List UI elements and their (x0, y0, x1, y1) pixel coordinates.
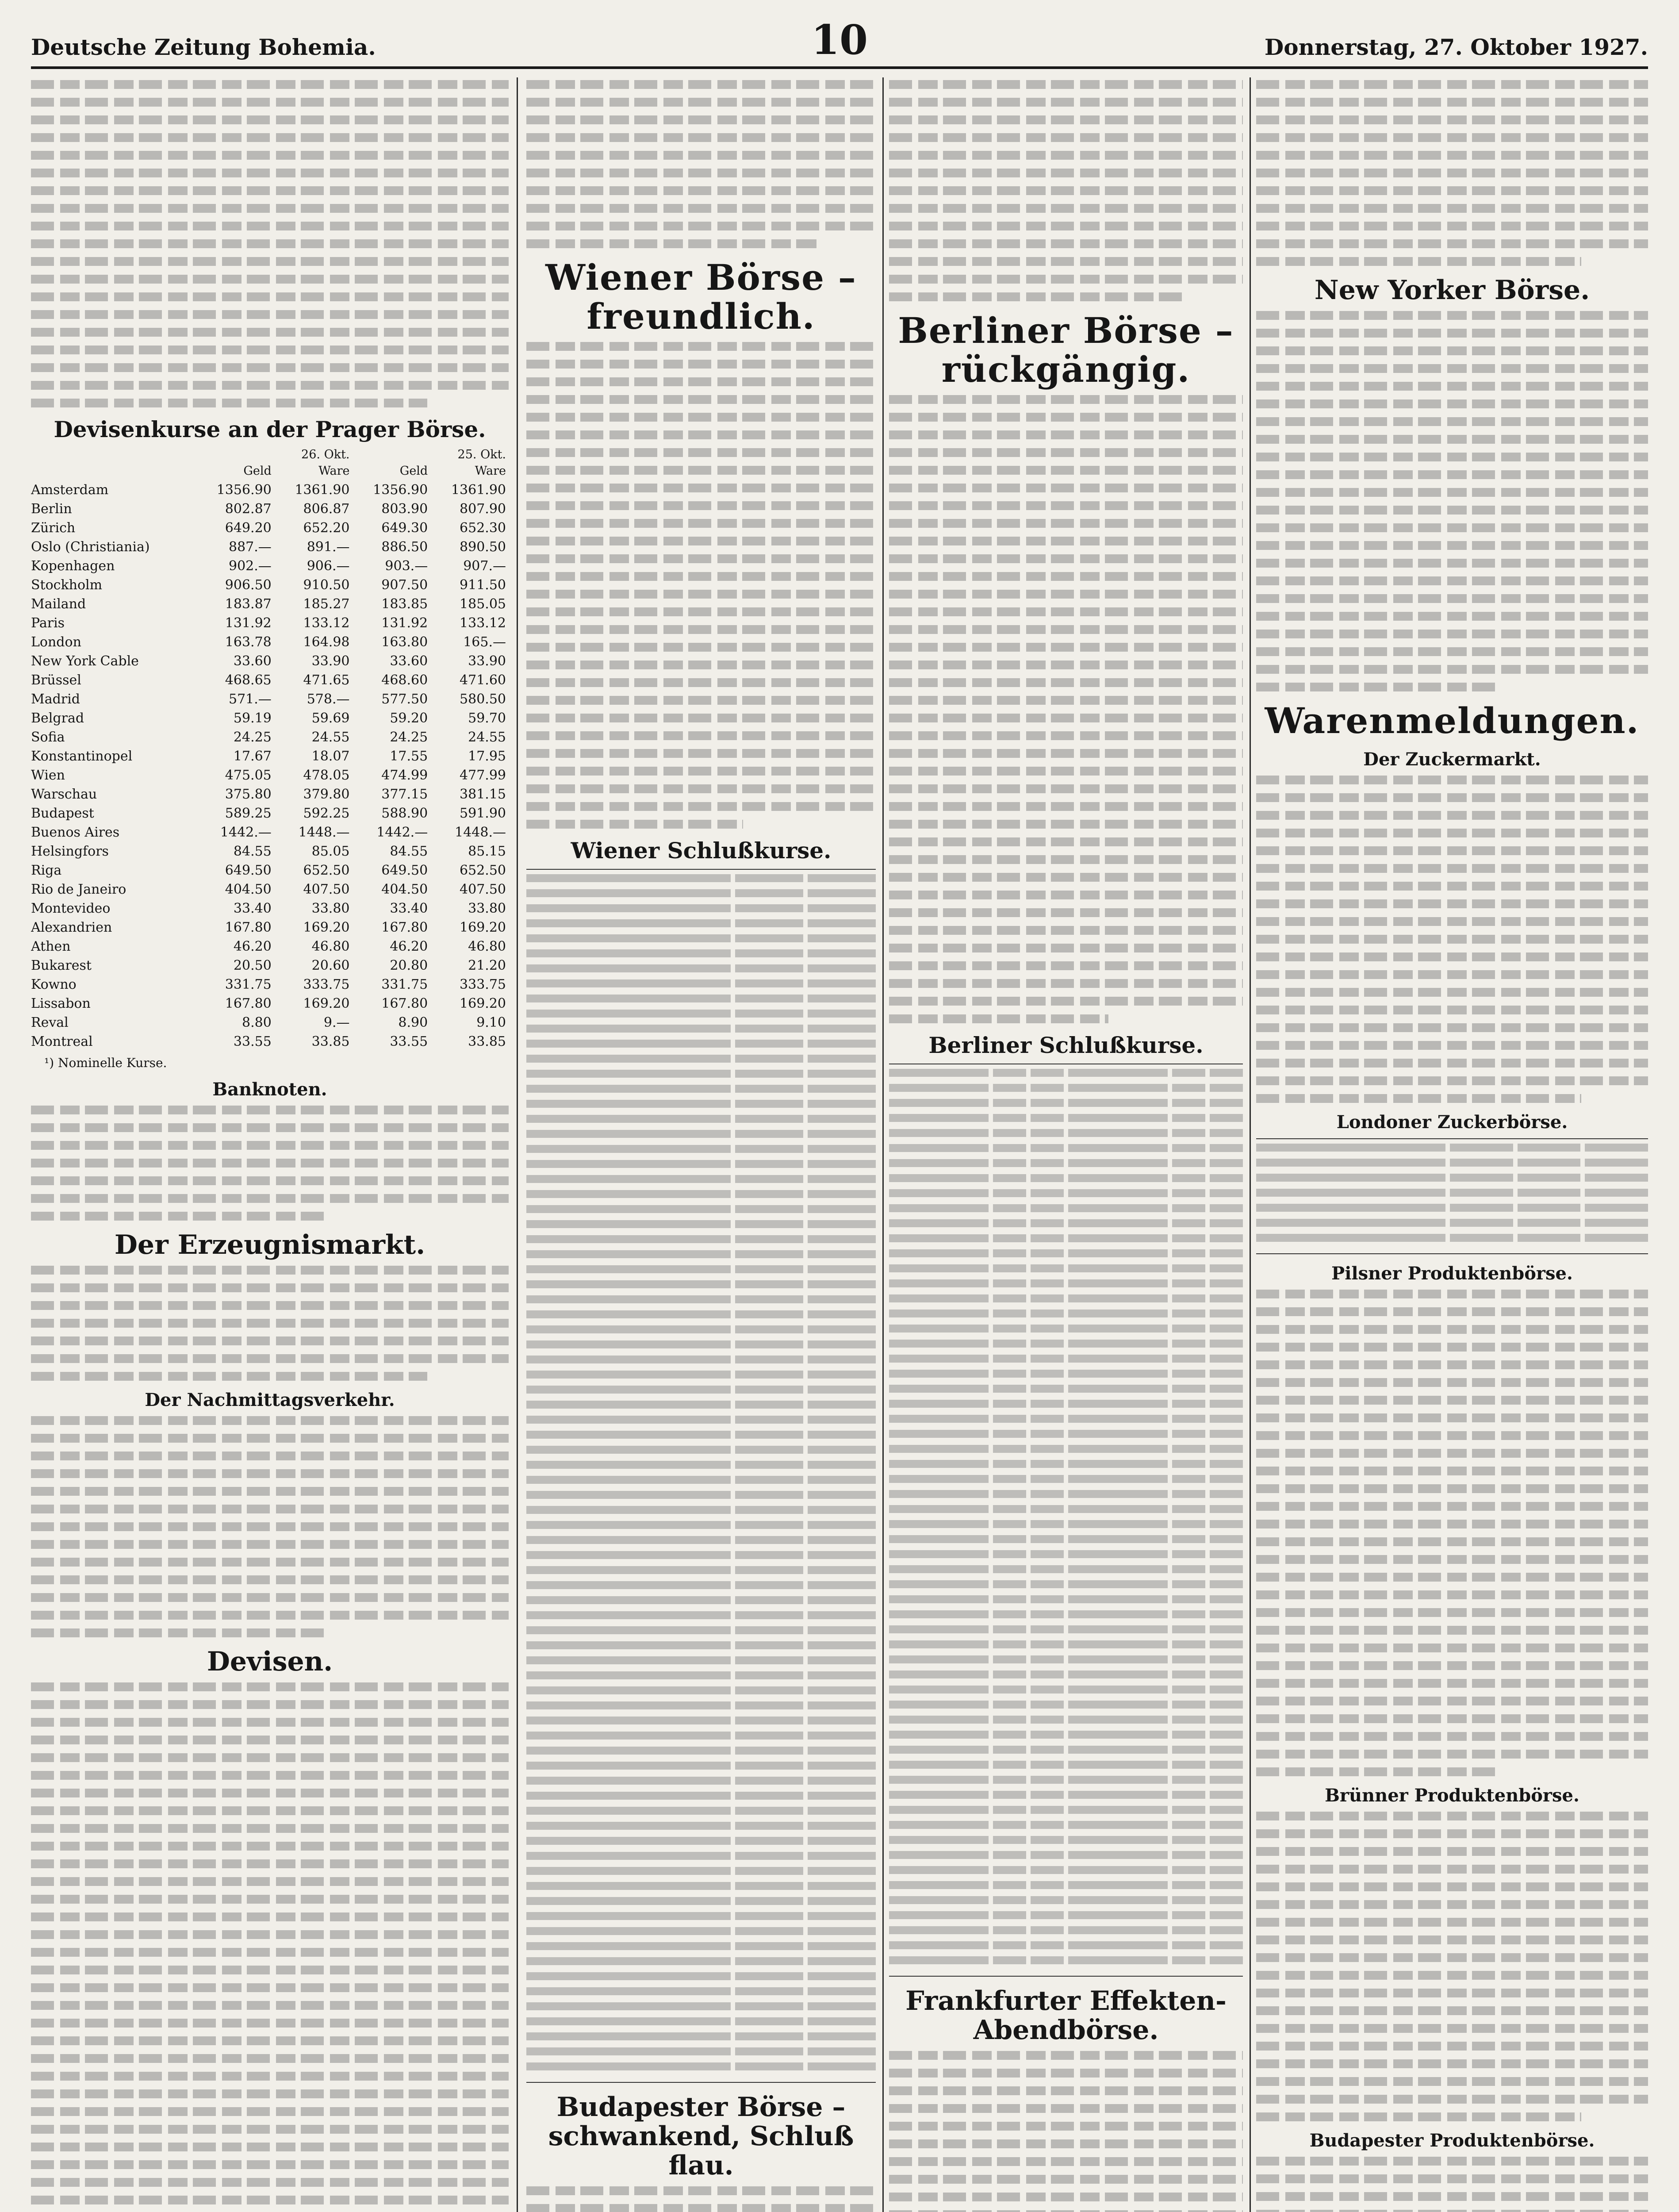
fx-rate: 24.25 (233, 730, 272, 745)
pilsner-produktenboerse-heading: Pilsner Produktenbörse. (1331, 1263, 1573, 1284)
fx-row (31, 652, 509, 671)
fx-currency: Paris (31, 615, 65, 631)
fx-rate: 185.05 (460, 596, 506, 612)
fx-rate: 902.— (228, 558, 272, 574)
wiener-schlusskurse-heading: Wiener Schlußkurse. (571, 837, 832, 864)
fx-rate: 33.80 (468, 901, 506, 916)
fx-rate: 33.60 (390, 653, 428, 669)
fx-rate: 471.60 (460, 672, 506, 688)
fx-currency: Oslo (Christiania) (31, 539, 150, 555)
fx-row (31, 785, 509, 804)
fx-row (31, 671, 509, 690)
fx-rate: 20.50 (233, 958, 272, 973)
column-rule (882, 77, 884, 2212)
new-yorker-boerse-heading: New Yorker Börse. (1314, 275, 1590, 306)
fx-rate: 407.50 (303, 882, 350, 897)
fx-rate: 331.75 (381, 977, 428, 992)
fx-rate: 9.10 (476, 1015, 506, 1030)
fx-header-ware: Ware (318, 464, 350, 478)
fx-rate: 46.20 (390, 939, 428, 954)
column2-intro (526, 80, 876, 248)
fx-rate: 18.07 (311, 749, 350, 764)
fx-rate: 890.50 (460, 539, 506, 555)
fx-rate: 1442.— (220, 825, 272, 840)
fx-rate: 85.05 (311, 844, 350, 859)
fx-rate: 24.55 (311, 730, 350, 745)
fx-rate: 887.— (228, 539, 272, 555)
fx-rate: 17.67 (233, 749, 272, 764)
new-yorker-boerse-body (1256, 311, 1648, 691)
devisen2-heading: Devisen. (207, 1646, 333, 1677)
fx-rate: 478.05 (303, 768, 350, 783)
fx-rate: 1356.90 (216, 482, 272, 498)
fx-rate: 381.15 (460, 787, 506, 802)
fx-rate: 649.20 (225, 520, 272, 536)
erzeugnismarkt-body (31, 1266, 509, 1381)
wiener-boerse-body (526, 342, 876, 829)
issue-date: Donnerstag, 27. Oktober 1927. (1264, 34, 1648, 60)
fx-currency: Mailand (31, 596, 86, 612)
devisen-heading: Devisenkurse an der Prager Börse. (54, 416, 486, 442)
pilsner-produktenboerse-body (1256, 1290, 1648, 1776)
fx-rate: 468.60 (381, 672, 428, 688)
fx-rate: 9.— (323, 1015, 350, 1030)
frankfurter-boerse-body (889, 2051, 1243, 2212)
fx-rate: 580.50 (460, 691, 506, 707)
fx-row (31, 614, 509, 633)
fx-currency: New York Cable (31, 653, 139, 669)
fx-row (31, 480, 509, 499)
fx-row (31, 861, 509, 880)
fx-rate: 375.80 (225, 787, 272, 802)
fx-rate: 806.87 (303, 501, 350, 517)
fx-rate: 907.— (463, 558, 506, 574)
fx-row (31, 956, 509, 975)
fx-rate: 886.50 (381, 539, 428, 555)
fx-rate: 404.50 (381, 882, 428, 897)
fx-rate: 133.12 (460, 615, 506, 631)
fx-rate: 471.65 (303, 672, 350, 688)
fx-rate: 477.99 (460, 768, 506, 783)
fx-currency: London (31, 634, 81, 650)
fx-row (31, 918, 509, 937)
fx-currency: Alexandrien (31, 920, 112, 935)
devisen2-body (31, 1682, 509, 2212)
fx-rate: 163.78 (225, 634, 272, 650)
fx-rate: 169.20 (460, 996, 506, 1011)
fx-rate: 164.98 (303, 634, 350, 650)
masthead (31, 13, 1648, 69)
fx-row (31, 499, 509, 518)
fx-row (31, 728, 509, 747)
page-number: 10 (811, 16, 868, 64)
fx-row (31, 975, 509, 994)
fx-rate: 169.20 (303, 996, 350, 1011)
fx-rate: 652.50 (303, 863, 350, 878)
fx-header-geld: Geld (243, 464, 272, 478)
fx-rate: 21.20 (468, 958, 506, 973)
fx-rate: 167.80 (225, 920, 272, 935)
fx-rate: 33.40 (233, 901, 272, 916)
fx-rate: 407.50 (460, 882, 506, 897)
fx-rate: 1448.— (298, 825, 350, 840)
fx-rate: 468.65 (225, 672, 272, 688)
nachmittag-heading: Der Nachmittagsverkehr. (145, 1390, 395, 1410)
column-1 (31, 77, 509, 2212)
fx-rate: 33.55 (390, 1034, 428, 1049)
fx-row (31, 538, 509, 557)
budapester-produktenboerse-body (1256, 2157, 1648, 2212)
fx-rate: 331.75 (225, 977, 272, 992)
column4-intro (1256, 80, 1648, 266)
wiener-schlusskurse-table (526, 869, 876, 2083)
fx-header-date2: 25. Okt. (457, 448, 506, 461)
fx-rate: 592.25 (303, 806, 350, 821)
fx-rate: 24.25 (390, 730, 428, 745)
fx-currency: Warschau (31, 787, 97, 802)
fx-row (31, 557, 509, 576)
fx-rate: 906.50 (225, 577, 272, 593)
column-4 (1256, 77, 1648, 2212)
fx-rate: 578.— (307, 691, 350, 707)
fx-row (31, 994, 509, 1013)
warenmeldungen-heading: Warenmeldungen. (1265, 700, 1640, 741)
fx-currency: Brüssel (31, 672, 81, 688)
zuckermarkt-heading: Der Zuckermarkt. (1363, 749, 1541, 770)
budapest-boerse-body (526, 2186, 876, 2212)
fx-currency: Buenos Aires (31, 825, 120, 840)
fx-rate: 589.25 (225, 806, 272, 821)
fx-rate: 891.— (307, 539, 350, 555)
berliner-schlusskurse-table (889, 1064, 1243, 1977)
fx-footnote: ¹) Nominelle Kurse. (44, 1056, 167, 1070)
fx-rate: 185.27 (303, 596, 350, 612)
fx-rate: 588.90 (381, 806, 428, 821)
fx-rate: 131.92 (381, 615, 428, 631)
fx-row (31, 709, 509, 728)
column-rule (1250, 77, 1251, 2212)
fx-rate: 167.80 (381, 996, 428, 1011)
fx-rate: 404.50 (225, 882, 272, 897)
fx-rate: 802.87 (225, 501, 272, 517)
column-3 (889, 77, 1243, 2212)
fx-currency: Kopenhagen (31, 558, 115, 574)
fx-rate: 33.85 (311, 1034, 350, 1049)
fx-rate: 33.80 (311, 901, 350, 916)
fx-currency: Reval (31, 1015, 69, 1030)
fx-rate: 59.19 (233, 710, 272, 726)
fx-row (31, 842, 509, 861)
fx-currency: Zürich (31, 520, 76, 536)
fx-currency: Bukarest (31, 958, 92, 973)
fx-row (31, 823, 509, 842)
fx-rate: 577.50 (381, 691, 428, 707)
banknoten-body (31, 1106, 509, 1221)
fx-rate: 33.60 (233, 653, 272, 669)
fx-rate: 183.85 (381, 596, 428, 612)
column-2 (526, 77, 876, 2212)
fx-currency: Montreal (31, 1034, 93, 1049)
fx-currency: Riga (31, 863, 62, 878)
fx-rate: 591.90 (460, 806, 506, 821)
fx-currency: Belgrad (31, 710, 84, 726)
fx-rate: 379.80 (303, 787, 350, 802)
fx-row (31, 804, 509, 823)
fx-rate: 1448.— (455, 825, 506, 840)
fx-rate: 333.75 (460, 977, 506, 992)
fx-rate: 46.80 (311, 939, 350, 954)
fx-rate: 8.90 (398, 1015, 428, 1030)
berliner-schlusskurse-heading: Berliner Schlußkurse. (928, 1032, 1204, 1058)
fx-rate: 17.55 (390, 749, 428, 764)
fx-currency: Madrid (31, 691, 80, 707)
fx-rate: 1361.90 (295, 482, 350, 498)
erzeugnismarkt-heading: Der Erzeugnismarkt. (114, 1229, 426, 1260)
fx-rate: 33.85 (468, 1034, 506, 1049)
fx-row (31, 747, 509, 766)
fx-currency: Montevideo (31, 901, 111, 916)
fx-rate: 1361.90 (451, 482, 506, 498)
fx-row (31, 633, 509, 652)
fx-rate: 183.87 (225, 596, 272, 612)
fx-rate: 649.50 (225, 863, 272, 878)
fx-currency: Berlin (31, 501, 72, 517)
fx-rate: 59.20 (390, 710, 428, 726)
fx-rate: 910.50 (303, 577, 350, 593)
fx-row (31, 899, 509, 918)
fx-rate: 131.92 (225, 615, 272, 631)
fx-rate: 649.30 (381, 520, 428, 536)
article-body-prague (31, 80, 509, 407)
fx-row (31, 595, 509, 614)
fx-currency: Konstantinopel (31, 749, 133, 764)
fx-row (31, 880, 509, 899)
fx-currency: Sofia (31, 730, 65, 745)
fx-rate: 652.30 (460, 520, 506, 536)
fx-rate: 571.— (228, 691, 272, 707)
fx-rate: 377.15 (381, 787, 428, 802)
berliner-boerse-body (889, 395, 1243, 1023)
fx-rate: 906.— (307, 558, 350, 574)
fx-currency: Lissabon (31, 996, 91, 1011)
fx-rate: 8.80 (242, 1015, 272, 1030)
fx-rate: 649.50 (381, 863, 428, 878)
fx-rate: 20.60 (311, 958, 350, 973)
fx-rate: 169.20 (303, 920, 350, 935)
fx-currency: Budapest (31, 806, 94, 821)
fx-rate: 59.69 (311, 710, 350, 726)
fx-rate: 17.95 (468, 749, 506, 764)
bruenner-produktenboerse-heading: Brünner Produktenbörse. (1325, 1785, 1579, 1806)
fx-rate: 907.50 (381, 577, 428, 593)
fx-rate: 903.— (385, 558, 428, 574)
fx-rate: 1442.— (376, 825, 428, 840)
fx-row (31, 576, 509, 595)
fx-rate: 652.50 (460, 863, 506, 878)
fx-rate: 333.75 (303, 977, 350, 992)
devisen-table (31, 448, 509, 1051)
londoner-zuckerboerse-heading: Londoner Zuckerbörse. (1336, 1112, 1568, 1133)
paper-name: Deutsche Zeitung Bohemia. (31, 34, 376, 60)
fx-header-date1: 26. Okt. (301, 448, 350, 461)
fx-rate: 1356.90 (373, 482, 428, 498)
fx-currency: Kowno (31, 977, 77, 992)
fx-rate: 165.— (463, 634, 506, 650)
column-rule (517, 77, 518, 2212)
fx-rate: 33.90 (311, 653, 350, 669)
zuckermarkt-body (1256, 776, 1648, 1103)
fx-currency: Rio de Janeiro (31, 882, 126, 897)
fx-rate: 46.80 (468, 939, 506, 954)
fx-rate: 807.90 (460, 501, 506, 517)
fx-currency: Wien (31, 768, 65, 783)
fx-rate: 474.99 (381, 768, 428, 783)
fx-rate: 169.20 (460, 920, 506, 935)
fx-rate: 84.55 (233, 844, 272, 859)
fx-currency: Stockholm (31, 577, 103, 593)
fx-rate: 163.80 (381, 634, 428, 650)
fx-row (31, 690, 509, 709)
fx-rate: 33.40 (390, 901, 428, 916)
fx-rate: 46.20 (233, 939, 272, 954)
fx-row (31, 937, 509, 956)
fx-rate: 652.20 (303, 520, 350, 536)
berliner-boerse-heading: Berliner Börse – rückgängig. (898, 310, 1234, 390)
fx-header-geld: Geld (399, 464, 428, 478)
fx-rate: 911.50 (460, 577, 506, 593)
fx-rate: 475.05 (225, 768, 272, 783)
fx-rate: 167.80 (225, 996, 272, 1011)
wiener-boerse-heading: Wiener Börse – freundlich. (545, 257, 857, 337)
fx-row (31, 1013, 509, 1032)
fx-row (31, 1032, 509, 1051)
budapester-produktenboerse-heading: Budapester Produktenbörse. (1309, 2130, 1595, 2151)
fx-rate: 84.55 (390, 844, 428, 859)
bruenner-produktenboerse-body (1256, 1812, 1648, 2121)
fx-rate: 133.12 (303, 615, 350, 631)
nachmittag-body (31, 1416, 509, 1637)
fx-rate: 24.55 (468, 730, 506, 745)
budapest-boerse-heading: Budapester Börse – schwankend, Schluß flau. (548, 2092, 854, 2181)
fx-rate: 59.70 (468, 710, 506, 726)
fx-currency: Athen (31, 939, 71, 954)
fx-rate: 85.15 (468, 844, 506, 859)
banknoten-heading: Banknoten. (212, 1079, 327, 1100)
londoner-zucker-table (1256, 1138, 1648, 1254)
column3-intro (889, 80, 1243, 301)
frankfurter-boerse-heading: Frankfurter Effekten-Abendbörse. (905, 1985, 1227, 2046)
fx-currency: Helsingfors (31, 844, 109, 859)
fx-rate: 33.55 (233, 1034, 272, 1049)
fx-currency: Amsterdam (31, 482, 109, 498)
fx-header-ware: Ware (475, 464, 506, 478)
fx-rate: 167.80 (381, 920, 428, 935)
fx-rate: 20.80 (390, 958, 428, 973)
fx-rate: 33.90 (468, 653, 506, 669)
fx-rate: 803.90 (381, 501, 428, 517)
fx-row (31, 518, 509, 538)
fx-row (31, 766, 509, 785)
